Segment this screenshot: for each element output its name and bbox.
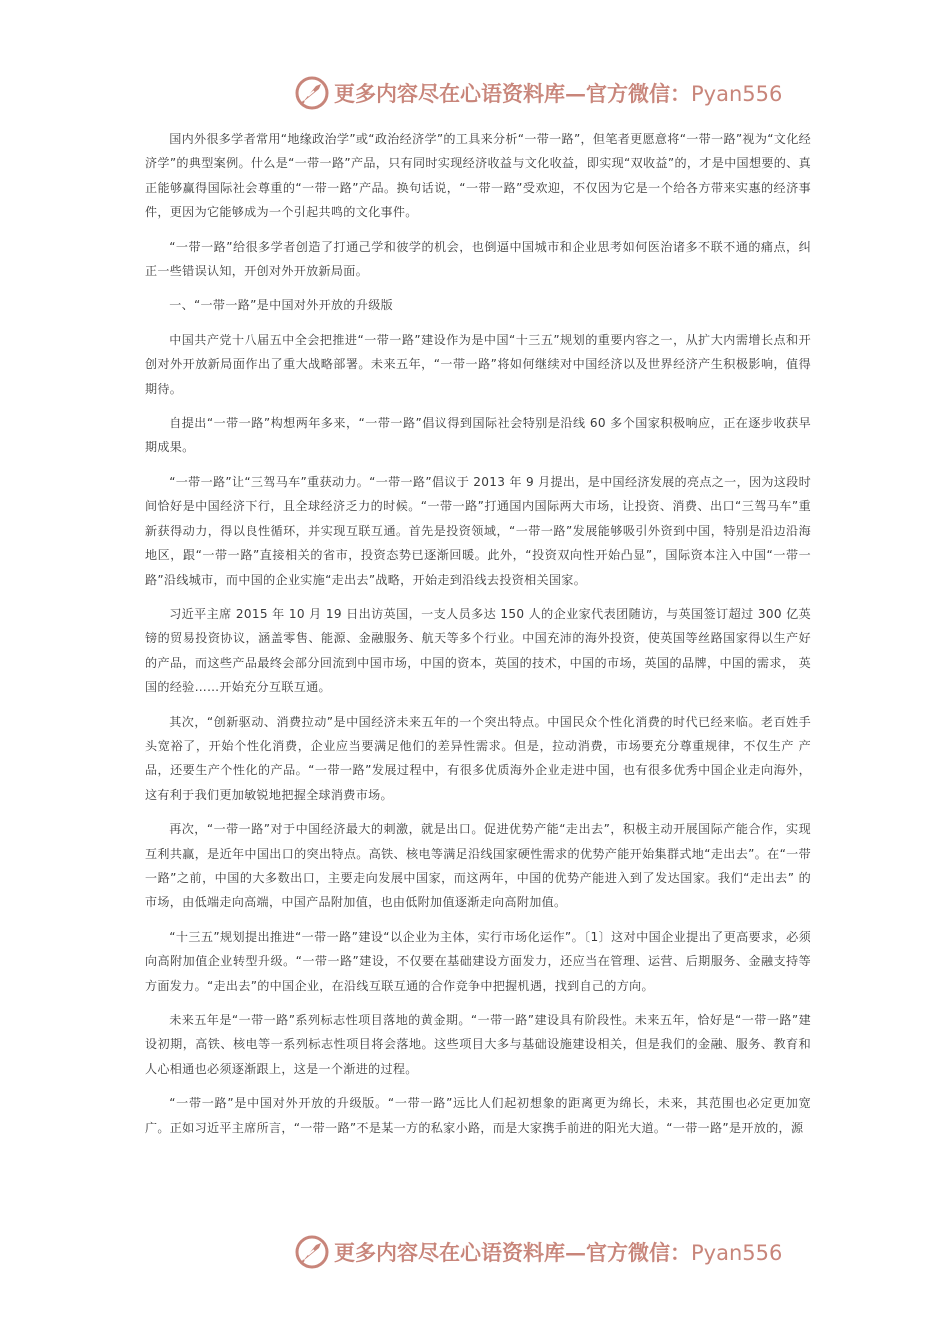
banner-text [334,1237,782,1267]
paragraph: 习近平主席 2015 年 10 月 19 日出访英国，一支人员多达 150 人的企业家代表团随访，与英国签订超过 300 亿英镑的贸易投资协议，涵盖零售、能源、金融服务、航天等多个行业。中国充沛的海外投资，使英国等丝路国家得以生产好的产品，而这些产品最终会部分回流到中国市场，中国的资本，英国的技术，中国的市场，英国的品牌，中国的需求， 英国的经验……开始充分互联互通。 [145,606,811,695]
paragraph: “十三五”规划提出推进“一带一路”建设“以企业为主体，实行市场化运作”。〔1〕这对中国企业提出了更高要求，必须向高附加值企业转型升级。“一带一路”建设，不仅要在基础建设方面发力，还应当在管理、运营、后期服务、金融支持等方面发力。“走出去”的中国企业，在沿线互联互通的合作竞争中把握机遇，找到自己的方向。 [145,929,811,993]
paragraph: 再次，“一带一路”对于中国经济最大的刺激，就是出口。促进优势产能“走出去”，积极主动开展国际产能合作，实现互利共赢，是近年中国出口的突出特点。高铁、核电等满足沿线国家硬性需求的优势产能开始集群式地“走出去”。在“一带一路”之前，中国的大多数出口，主要走向发展中国家，而这两年，中国的优势产能进入到了发达国家。我们“走出去” 的市场，由低端走向高端，中国产品附加值，也由低附加值逐渐走向高附加值。 [145,822,811,910]
quill-logo-icon [294,75,330,111]
paragraph: 其次，“创新驱动、消费拉动”是中国经济未来五年的一个突出特点。中国民众个性化消费的时代已经来临。老百姓手头宽裕了，开始个性化消费，企业应当要满足他们的差异性需求。但是，拉动消费，市场要充分尊重规律，不仅生产 产品，还要生产个性化的产品。“一带一路”发展过程中，有很多优质海外企业走进中国，也有很多优秀中国企业走向海外，这有利于我们更加敏锐地把握全球消费市场。 [145,714,811,802]
banner-text [334,78,782,108]
banner-handle: Pyan556 [691,1241,783,1265]
section-heading: 一、“一带一路”是中国对外开放的升级版 [169,298,394,313]
paragraph: “一带一路”是中国对外开放的升级版。“一带一路”远比人们起初想象的距离更为绵长，未来，其范围也必定更加宽广。正如习近平主席所言，“一带一路”不是某一方的私家小路，而是大家携手前进的阳光大道。“一带一路”是开放的，源 [145,1096,811,1135]
banner-handle: Pyan556 [691,82,783,106]
paragraph: “一带一路”给很多学者创造了打通己学和彼学的机会，也倒逼中国城市和企业思考如何医治诸多不联不通的痛点，纠正一些错误认知，开创对外开放新局面。 [145,239,811,279]
banner-slogan: 更多内容尽在心语资料库—官方微信： [334,1240,691,1265]
paragraph: 未来五年是“一带一路”系列标志性项目落地的黄金期。“一带一路”建设具有阶段性。未来五年，恰好是“一带一路”建设初期，高铁、核电等一系列标志性项目将会落地。这些项目大多与基础设施建设相关，但是我们的金融、服务、教育和人心相通也必须逐渐跟上，这是一个渐进的过程。 [145,1013,811,1076]
paragraph: “一带一路”让“三驾马车”重获动力。“一带一路”倡议于 2013 年 9 月提出，是中国经济发展的亮点之一，因为这段时间恰好是中国经济下行，且全球经济乏力的时候。“一带一路”打通国内国际两大市场，让投资、消费、出口“三驾马车”重新获得动力，得以良性循环，并实现互联互通。首先是投资领域，“一带一路”发展能够吸引外资到中国，特别是沿边沿海地区，跟“一带一路”直接相关的省市，投资态势已逐渐回暖。此外，“投资双向性开始凸显”，国际资本注入中国“一带一路”沿线城市，而中国的企业实施“走出去”战略，开始走到沿线去投资相关国家。 [145,474,811,587]
paragraph: 国内外很多学者常用“地缘政治学”或“政治经济学”的工具来分析“一带一路”，但笔者更愿意将“一带一路”视为“文化经济学”的典型案例。什么是“一带一路”产品，只有同时实现经济收益与文化收益，即实现“双收益”的，才是中国想要的、真正能够赢得国际社会尊重的“一带一路”产品。换句话说，“一带一路”受欢迎，不仅因为它是一个给各方带来实惠的经济事件，更因为它能够成为一个引起共鸣的文化事件。 [145,132,811,220]
footer-watermark-banner [294,1232,782,1272]
article-body [145,127,811,1150]
paragraph: 自提出“一带一路”构想两年多来，“一带一路”倡议得到国际社会特别是沿线 60 多个国家积极响应，正在逐步收获早期成果。 [145,416,811,455]
header-watermark-banner [294,73,782,113]
quill-logo-icon [294,1234,330,1270]
banner-slogan: 更多内容尽在心语资料库—官方微信： [334,81,691,106]
paragraph: 中国共产党十八届五中全会把推进“一带一路”建设作为是中国“十三五”规划的重要内容之一，从扩大内需增长点和开创对外开放新局面作出了重大战略部署。未来五年，“一带一路”将如何继续对中国经济以及世界经济产生积极影响，值得期待。 [145,332,811,396]
